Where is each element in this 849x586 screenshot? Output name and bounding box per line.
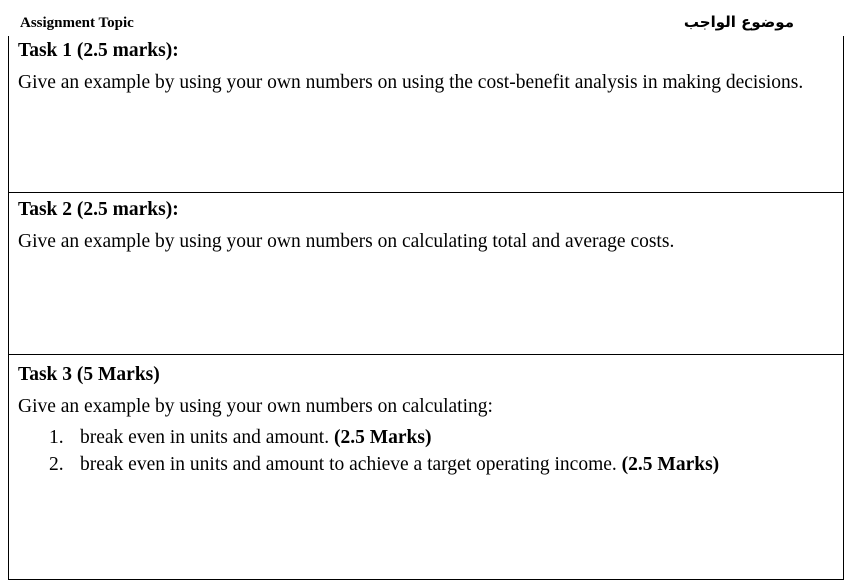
task-3-description: Give an example by using your own numbers on calculating:	[18, 396, 493, 417]
list-item-text: break even in units and amount.	[80, 427, 334, 448]
task-3-list	[18, 424, 836, 478]
task-3-title: Task 3 (5 Marks)	[18, 364, 160, 385]
task-3-cell	[9, 355, 843, 580]
header-arabic-title: موضوع الواجب	[683, 13, 794, 31]
list-item-marks: (2.5 Marks)	[333, 427, 432, 448]
list-item-number: 2.	[49, 454, 64, 475]
task-2-cell	[9, 193, 843, 355]
list-item	[18, 451, 836, 478]
list-item-number: 1.	[49, 427, 64, 448]
assignment-table	[8, 36, 844, 580]
list-item-content	[80, 451, 719, 478]
list-item	[18, 424, 836, 451]
task-1-cell	[9, 36, 843, 193]
list-item-content	[80, 424, 431, 451]
task-2-title: Task 2 (2.5 marks):	[18, 199, 179, 220]
list-item-text: break even in units and amount to achieve a target operating income.	[80, 454, 622, 475]
header-assignment-topic: Assignment Topic	[20, 15, 134, 31]
task-2-description: Give an example by using your own numbers on calculating total and average costs.	[18, 231, 675, 252]
list-item-marks: (2.5 Marks)	[621, 454, 720, 475]
task-1-title: Task 1 (2.5 marks):	[18, 40, 179, 61]
task-1-description: Give an example by using your own numbers on using the cost-benefit analysis in making decisions.	[18, 72, 804, 93]
